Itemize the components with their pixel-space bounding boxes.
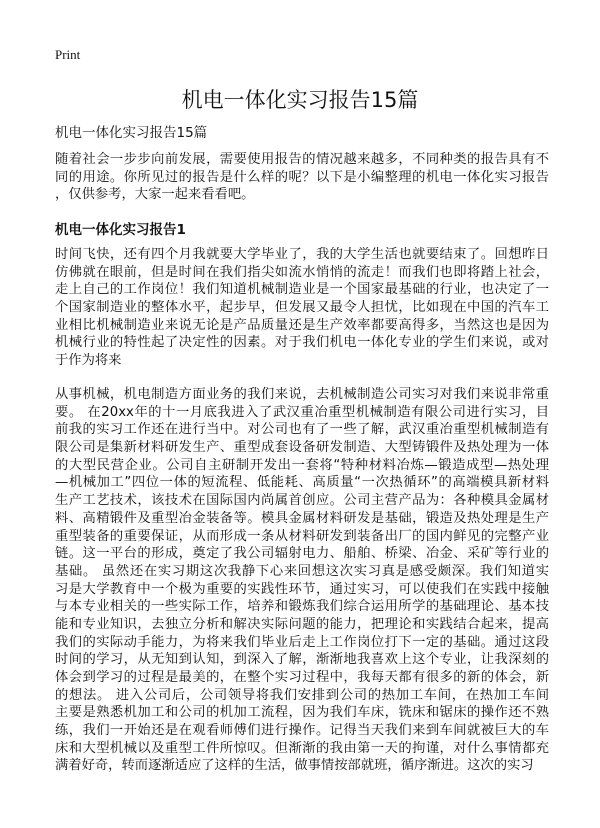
text-line: 于作为将来 <box>55 353 122 369</box>
text-line: 链。这一平台的形成，奠定了我公司辐射电力、船舶、桥梁、冶金、采矿等行业的 <box>55 546 549 562</box>
text-line: 仿佛就在眼前，但是时间在我们指尖如流水悄悄的流走！而我们也即将踏上社会， <box>55 264 549 280</box>
text-line: ，仅供参考，大家一起来看看吧。 <box>55 187 255 203</box>
body-paragraph-2 <box>55 386 549 775</box>
text-line: 从事机械，机电制造方面业务的我们来说，去机械制造公司实习对我们来说非常重 <box>55 387 549 402</box>
text-line: 要。 在20xx年的十一月底我进入了武汉重冶重型机械制造有限公司进行实习，目 <box>55 404 549 420</box>
text-line: 的想法。 进入公司后，公司领导将我们安排到公司的热加工车间，在热加工车间 <box>55 687 549 703</box>
text-line: 主要是熟悉机加工和公司的机加工流程，因为我们车床，铣床和锯床的操作还不熟 <box>55 705 549 721</box>
text-line: 床和大型机械以及重型工件所惊叹。但渐渐的我由第一天的拘谨，对什么事情都充 <box>55 740 549 756</box>
print-link[interactable]: Print <box>55 47 81 62</box>
body-paragraph-1 <box>55 246 549 370</box>
text-line: 基础。 虽然还在实习期这次我静下心来回想这次实习真是感受颇深。我们知道实 <box>55 563 549 579</box>
text-line: 满着好奇，转而逐渐适应了这样的生活，做事情按部就班，循序渐进。这次的实习 <box>55 758 534 774</box>
text-line: 生产工艺技术，该技术在国际国内尚属首创应。公司主营产品为：各种模具金属材 <box>55 493 549 509</box>
text-line: —机械加工”四位一体的短流程、低能耗、高质量“一次热循环”的高端模具新材料 <box>55 475 549 491</box>
text-line: 料、高精锻件及重型冶金装备等。模具金属材料研发是基础，锻造及热处理是生产 <box>55 510 549 526</box>
document-subtitle: 机电一体化实习报告15篇 <box>55 125 208 141</box>
text-line: 随着社会一步步向前发展，需要使用报告的情况越来越多，不同种类的报告具有不 <box>55 152 549 167</box>
text-line: 与本专业相关的一些实际工作，培养和锻炼我们综合运用所学的基础理论、基本技 <box>55 599 549 615</box>
text-line: 习是大学教育中一个极为重要的实践性环节，通过实习，可以使我们在实践中接触 <box>55 581 549 597</box>
text-line: 重型装备的重要保证，从而形成一条从材料研发到装备出厂的国内鲜见的完整产业 <box>55 528 549 544</box>
page-title: 机电一体化实习报告15篇 <box>181 88 419 112</box>
text-line: 的大型民营企业。公司自主研制开发出一套将“特种材料冶炼—锻造成型—热处理 <box>55 457 549 473</box>
text-line: 我们的实际动手能力，为将来我们毕业后走上工作岗位打下一定的基础。通过这段 <box>55 634 549 650</box>
section-heading: 机电一体化实习报告1 <box>55 222 186 238</box>
text-line: 时间的学习，从无知到认知，到深入了解，渐渐地我喜欢上这个专业，让我深刻的 <box>55 652 549 668</box>
text-line: 机械行业的特性起了决定性的因素。对于我们机电一体化专业的学生们来说，或对 <box>55 335 549 351</box>
text-line: 业相比机械制造业来说无论是产品质量还是生产效率都要高得多，当然这也是因为 <box>55 317 549 333</box>
text-line: 个国家制造业的整体水平，起步早，但发展又最令人担忧，比如现在中国的汽车工 <box>55 300 549 316</box>
intro-paragraph <box>55 151 549 204</box>
text-line: 限公司是集新材料研发生产、重型成套设备研发制造、大型铸锻件及热处理为一体 <box>55 440 549 456</box>
text-line: 练，我们一开始还是在观看师傅们进行操作。记得当天我们来到车间就被巨大的车 <box>55 723 549 739</box>
text-line: 时间飞快，还有四个月我就要大学毕业了，我的大学生活也就要结束了。回想昨日 <box>55 247 549 262</box>
text-line: 走上自己的工作岗位！我们知道机械制造业是一个国家最基础的行业，也决定了一 <box>55 282 549 298</box>
text-line: 前我的实习工作还在进行当中。对公司也有了一些了解，武汉重冶重型机械制造有 <box>55 422 549 438</box>
text-line: 体会到学习的过程是最美的，在整个实习过程中，我每天都有很多的新的体会，新 <box>55 670 549 685</box>
text-line: 能和专业知识，去独立分析和解决实际问题的能力，把理论和实践结合起来，提高 <box>55 616 549 632</box>
text-line: 同的用途。你所见过的报告是什么样的呢？以下是小编整理的机电一体化实习报告 <box>55 169 549 185</box>
